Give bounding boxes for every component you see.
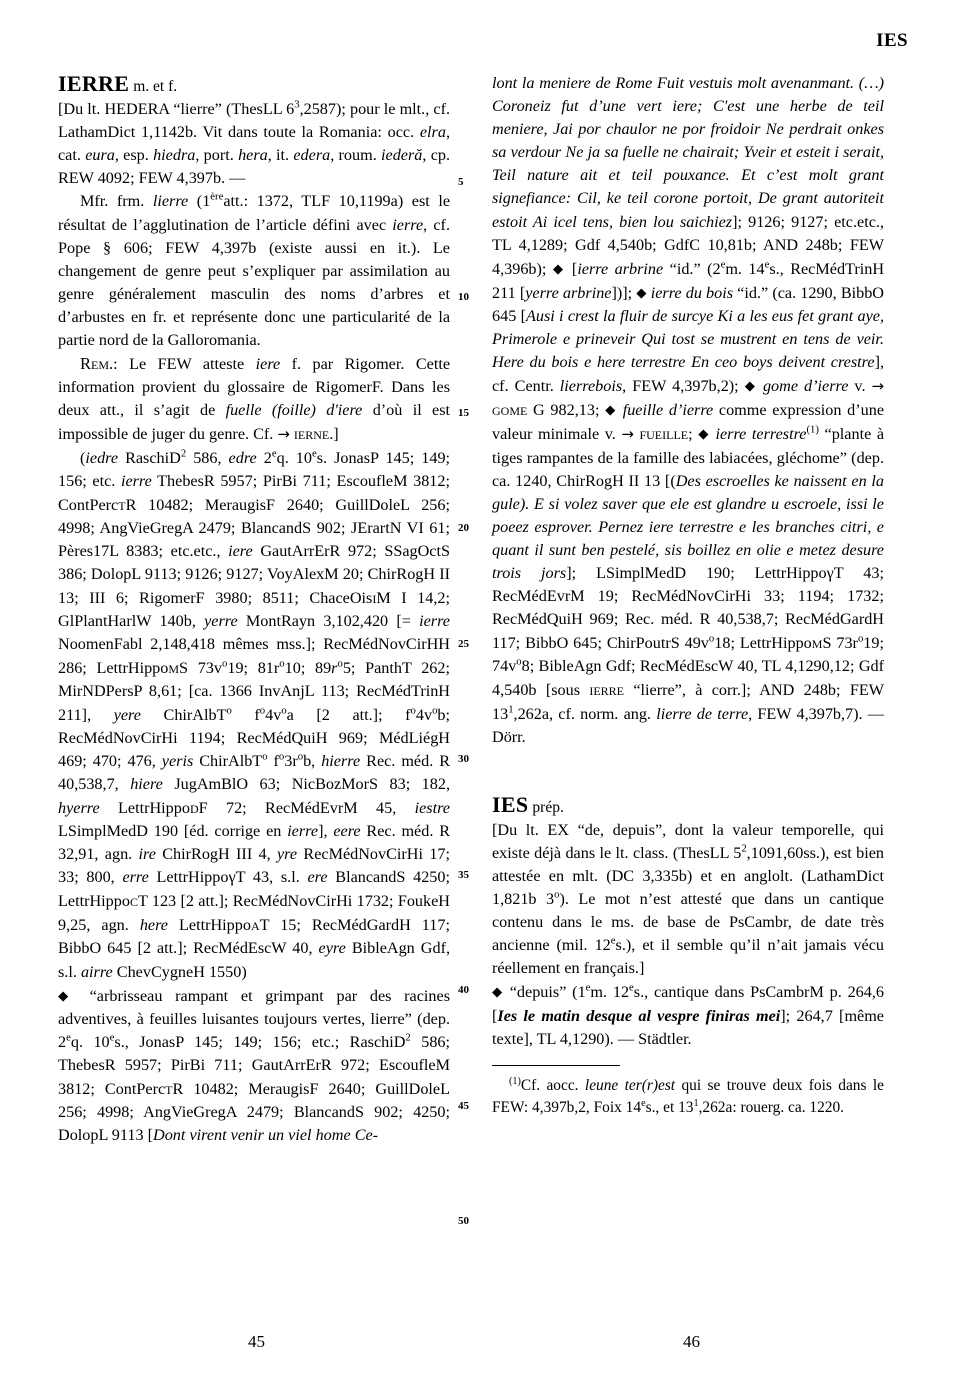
diamond-marker-icon: ◆ — [605, 402, 617, 418]
line-number: 35 — [458, 869, 469, 881]
entry-headword: IERRE — [58, 71, 130, 96]
entry2-etymology-paragraph: [Du lt. EX “de, depuis”, dont la valeur temporelle, qui existe déjà dans le lt. class. (ThesLL $5^2,1091,60ss$.), est bien attestée en mlt. (DC 3,335b) et en anglolt. (LathamDict 1,821b 3$^o$). Le mot n’est attesté que dans un cantique contenu dans le ms. de base de PsCambr, de date très ancienne (mil. 12es.), et il semble qu’il n’ait jamais vécu réellement en français.] — [492, 820, 884, 978]
footnote-1: $^{(1)}$Cf. aocc. leune ter(r)est qui se trouve deux fois dans le FEW: 4,397b,2, Foix 14es., et $13^1,262a$: rouerg. ca. 1220. — [492, 1075, 884, 1117]
remark-paragraph: Rem.: Le FEW atteste iere f. par Rigomer. Cette information provient du glossaire de RigomerF. Dans les deux att., il s’agit de fuelle (foille) d'iere d’où il est impossible de juger du genre. Cf. → ierne.] — [58, 354, 450, 444]
line-number: 30 — [458, 753, 469, 765]
quote-continuation-paragraph: lont la meniere de Rome Fuit vestuis molt avenanmant. (…) Coroneiz fut d’une vert iere; C'est une herbe de teil meniere, Jai por chaulor ne por froidoir Ne perdrait onkes sa verdour Ne ja sa fuelle ne chairait; Yveir et esteit i serait, Teil nature ait et teil pouxance. Et c’est molt grant signefiance: Cil, ke teil corone portoit, De grant autoriteit estoit Ai icel tens, bien lou saichiez]; 9126; 9127; etc.etc., TL 4,1289; Gdf 4,540b; GdfC 10,81b; AND 248b; FEW 4,396b); ◆ [ierre arbrine “id.” (2em. 14es., RecMédTrinH 211 [yerre arbrine])]; ◆ ierre du bois “id.” (ca. 1290, BibbO 645 [Ausi i crest la fluir de surcye Ki a les eus fet grant aye, Primerole e prineveir Qui tost se mustrent en tens de veir. Here du bois e here terrestre En ceo boys deivent crestre], cf. Centr. lierrebois, FEW 4,397b,2); ◆ gome d’ierre v. → gome G 982,13; ◆ fueille d’ierre comme expression d’une valeur minimale v. → fueille; ◆ ierre terrestre$^{(1)}$ “plante à tiges rampantes de la famille des labiacées, gléchome” (dep. ca. 1240, ChirRogH II 13 [(Des escroelles ke naissent en la gule). E si volez saver que ele est glandre u escroele, issi le poeez esprover. Pernez iere terrestre e les branches citri, e quant il sunt ben pestelé, sis boillez en olie e metez desure trois jors]; LSimplMedD 190; LettrHippoγT 43; RecMédEvrM 19; RecMédNovCirHi 33; 1194; 1732; RecMédQuiH 969; Rec. méd. R 40,538,7; RecMédGardH 117; BibbO 645; ChirPoutrS $49v^o18$; LettrHippomS $73r^o19$; $74v^o8$; BibleAgn Gdf; RecMédEscW 40, TL 4,1290,12; Gdf 4,540b [sous ierre “lierre”, à corr.]; AND 248b; FEW $13^1,262a$, cf. norm. ang. lierre de terre, FEW 4,397b,7). — Dörr. — [492, 74, 885, 746]
folio-left: 45 — [248, 1332, 265, 1351]
line-number: 5 — [458, 176, 464, 188]
entry2-sense-paragraph: ◆ “depuis” (1em. 12es., cantique dans PsCambrM p. 264,6 [Ies le matin desque al vespre finiras mei]; 264,7 [même texte], TL 4,1290). — Städtler. — [492, 982, 884, 1048]
diamond-marker-icon: ◆ — [744, 378, 757, 394]
line-number: 45 — [458, 1100, 469, 1112]
entry-grammar: m. et f. — [133, 78, 178, 95]
line-number: 25 — [458, 638, 469, 650]
sense-paragraph: ◆ “arbrisseau rampant et grimpant par des racines adventives, à feuilles luisantes toujours vertes, lierre” (dep. 2eq. 10es., JonasP 145; 149; 156; etc.; RaschiD$^2$ 586; ThebesR 5957; PirBi 711; GautArrErR 972; EscoufleM 3812; ContPerctR 10482; MeraugisF 2640; GuillDoleL 256; 4998; AngVieGregA 2479; BlancandS 902; 4250; DolopL 9113 [Dont virent venir un viel home Ce- — [58, 986, 451, 1145]
diamond-marker-icon: ◆ — [552, 260, 566, 276]
footnote-divider — [492, 1065, 620, 1066]
line-number: 40 — [458, 984, 469, 996]
line-number: 50 — [458, 1215, 469, 1227]
diamond-marker-icon: ◆ — [698, 426, 710, 442]
entry-headword-line — [58, 72, 450, 98]
running-head: IES — [876, 30, 908, 51]
entry2-grammar: prép. — [532, 798, 564, 816]
entry2-headword-line — [492, 793, 884, 819]
forms-paragraph: (iedre RaschiD$^2$ 586, edre 2eq. 10es. JonasP 145; 149; 156; etc. ierre ThebesR 5957; PirBi 711; EscoufleM 3812; ContPerctR 10482; MeraugisF 2640; GuillDoleL 256; 4998; AngVieGregA 2479; BlancandS 902; JErartN VI 61; Pères17L 8383; etc.etc., iere GautArrErR 972; SSagOctS 386; DolopL 9113; 9126; 9127; VoyAlexM 20; ChirRogH II 13; III 6; RigomerF 3980; 8511; ChaceOisiM I 14,2; GlPlantHarlW 140b, yerre MontRayn 3,102,420 [= ierre NoomenFabl 2,148,418 mêmes mss.]; RecMédNovCirHH 286; LettrHippomS $73v^o19$; $81r^o10$; $89r^o5$; PanthT 262; MirNDPersP 8,61; [ca. 1366 InvAnjL 113; RecMédTrinH 211], yere ChirAlbT$^o$ $f^o4v^oa$ [2 att.]; $f^o4v^ob$; RecMédNovCirHi 1194; RecMédQuiH 969; MédLiégH 469; 470; 476, yeris ChirAlbT$^o$ $f^o3r^ob$, hierre Rec. méd. R 40,538,7, hiere JugAmBlO 63; NicBozMorS 83; 182, hyerre LettrHippodF 72; RecMédEvrM 45, iestre LSimplMedD 190 [éd. corrige en ierre], eere Rec. méd. R 32,91, agn. ire ChirRogH III 4, yre RecMédNovCirHi 17; 33; 800, erre LettrHippoγT 43, s.l. ere BlancandS 4250; LettrHippocT 123 [2 att.]; RecMédNovCirHi 1732; FoukeH 9,25, agn. here LettrHippoaT 15; RecMédGardH 117; BibbO 645 [2 att.]; RecMédEscW 40, eyre BibleAgn Gdf, s.l. airre ChevCygneH 1550) — [58, 447, 451, 981]
diamond-marker-icon: ◆ — [492, 984, 504, 1000]
diamond-marker-icon: ◆ — [58, 987, 77, 1003]
line-number: 10 — [458, 291, 469, 303]
right-column — [492, 72, 884, 1120]
folio-right: 46 — [683, 1332, 700, 1351]
line-number: 15 — [458, 407, 469, 419]
line-number: 20 — [458, 522, 469, 534]
diamond-marker-icon: ◆ — [636, 284, 647, 300]
footnote-block — [492, 1075, 884, 1120]
mfr-paragraph: Mfr. frm. lierre (1èreatt.: 1372, TLF 10,1199a) est le résultat de l’agglutination de l’article défini avec ierre, cf. Pope § 606; FEW 4,397b (existe aussi en it.). Le changement de genre peut s’expliquer par assimilation au genre généralement masculin des noms d’arbres et d’arbustes en fr. et représente donc une particularité de la partie nord de la Galloromania. — [58, 191, 451, 350]
entry2-headword: IES — [492, 791, 529, 817]
entry-separator — [492, 749, 884, 793]
etymology-paragraph: [Du lt. HEDERA “lierre” (ThesLL $6^3,2587$); pour le mlt., cf. LathamDict 1,1142b. Vit dans toute la Romania: occ. elra, cat. eura, esp. hiedra, port. hera, it. edera, roum. iederă, cp. REW 4092; FEW 4,397b. — — [58, 98, 451, 188]
left-column — [58, 72, 450, 1147]
